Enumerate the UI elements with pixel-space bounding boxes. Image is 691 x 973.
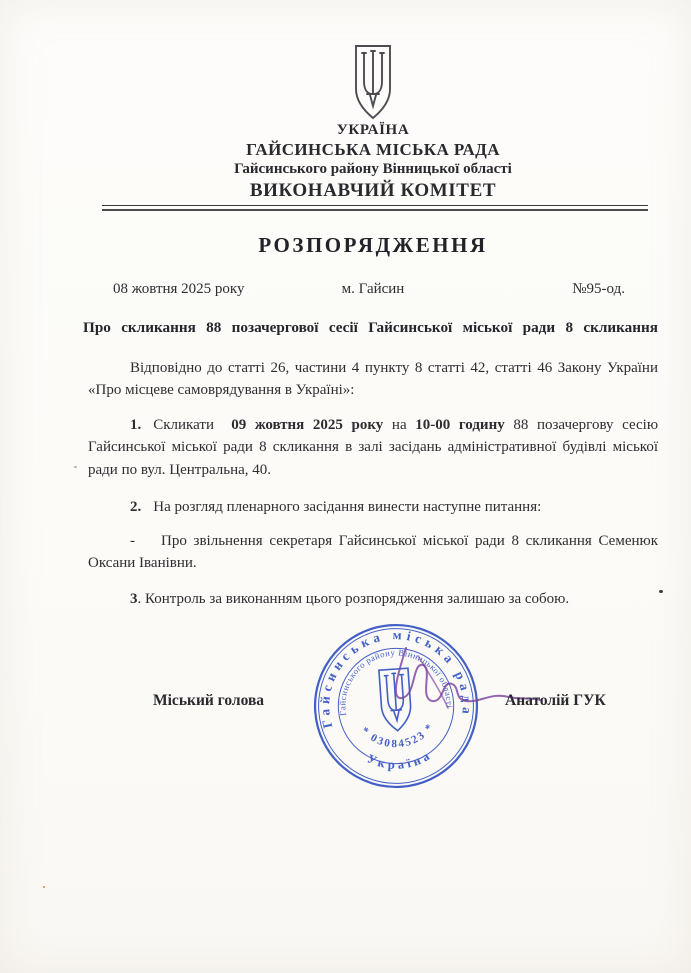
header-district: Гайсинського району Вінницької області (234, 161, 512, 177)
scan-speck (43, 886, 45, 888)
signatory-name: Анатолій ГУК (505, 692, 606, 709)
stamp-outer-text: Гайсинська міська рада (317, 627, 475, 730)
item-2-number: 2. (130, 499, 142, 515)
stamp-country: Україна (364, 747, 435, 772)
paragraph-item-2 (88, 496, 658, 519)
subitem-text: Про звільнення секретаря Гайсинської міської ради 8 скликання Семенюк Оксани Іванівни. (88, 532, 658, 571)
header-country: УКРАЇНА (336, 122, 410, 138)
item-1-session-time: 10-00 годину (415, 416, 505, 433)
stamp-code: * 03084523 * (358, 720, 438, 751)
item-1-lead: Скликати (153, 416, 214, 433)
scan-speck (659, 590, 663, 593)
paragraph-item-3 (88, 588, 658, 611)
signature-block (88, 610, 658, 910)
header-city-council: ГАЙСИНСЬКА МІСЬКА РАДА (246, 140, 500, 159)
document-place: м. Гайсин (341, 280, 405, 297)
item-1-number: 1. (130, 416, 142, 433)
stamp-inner-text: Гайсинського району Вінницької області (337, 647, 455, 717)
paragraph-item-1 (88, 414, 658, 482)
svg-text:Україна (364, 747, 436, 774)
item-3-text: . Контроль за виконанням цього розпорядження залишаю за собою. (137, 590, 570, 607)
item-3-number: 3 (130, 590, 138, 607)
meta-row (88, 281, 658, 301)
paragraph-intro: Відповідно до статті 26, частини 4 пункту 8 статті 42, статті 46 Закону України «Про місцеве самоврядування в Україні»: (88, 359, 658, 398)
header-executive-committee: ВИКОНАВЧИЙ КОМІТЕТ (249, 180, 497, 201)
document-content (0, 43, 691, 910)
document-title: РОЗПОРЯДЖЕННЯ (258, 232, 488, 257)
document-number: №95-од. (572, 280, 625, 297)
paragraph-subitem (88, 530, 658, 575)
subitem-dash: - (130, 532, 135, 549)
signatory-position: Міський голова (153, 692, 265, 709)
handwritten-signature (388, 638, 548, 738)
header-divider (102, 205, 648, 211)
ukraine-trident-emblem (351, 43, 395, 121)
document-subject: Про скликання 88 позачергової сесії Гайсинської міської ради 8 скликання (83, 318, 658, 336)
item-2-text: На розгляд пленарного засідання винести наступне питання: (153, 499, 542, 515)
item-1-session-date: 09 жовтня 2025 року (231, 416, 384, 433)
item-1-rest: 88 позачергову сесію Гайсинської міської ради 8 скликання в залі засідань адміністративної будівлі міської ради по вул. Центральна, 40. (88, 416, 659, 478)
item-1-mid: на (391, 416, 407, 433)
scan-speck (74, 466, 77, 468)
document-date: 08 жовтня 2025 року (113, 280, 245, 297)
